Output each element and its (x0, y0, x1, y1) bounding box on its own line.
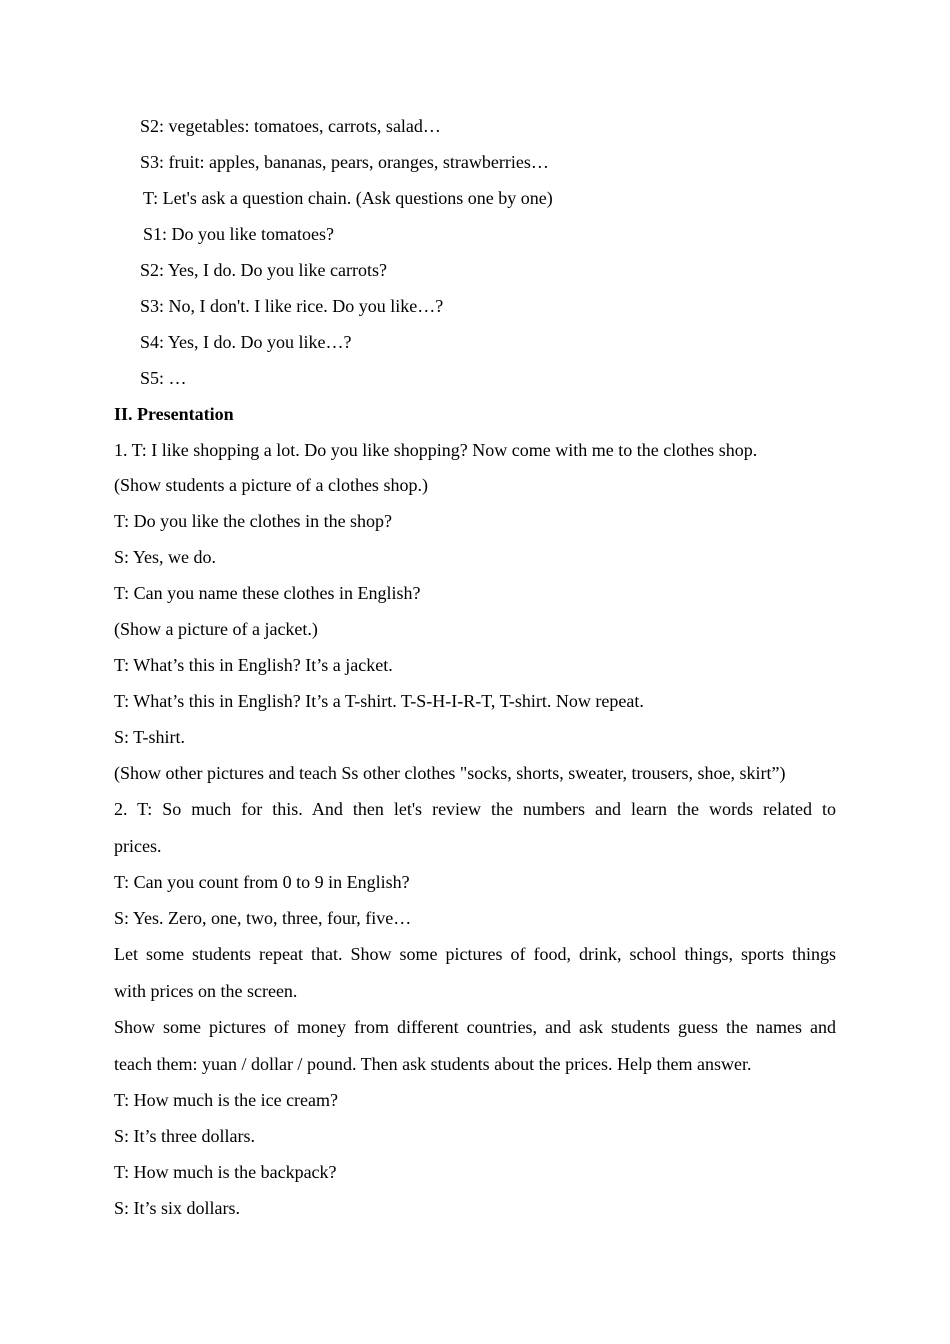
dialogue-line-t-question-chain: T: Let's ask a question chain. (Ask questions one by one) (143, 188, 553, 208)
dialogue-line-s4: S4: Yes, I do. Do you like…? (140, 332, 352, 352)
paragraph-line: T: How much is the backpack? (114, 1162, 337, 1182)
paragraph-line: T: Can you count from 0 to 9 in English? (114, 872, 410, 892)
dialogue-line-s2-vegetables: S2: vegetables: tomatoes, carrots, salad… (140, 116, 441, 136)
dialogue-line-s3-fruit: S3: fruit: apples, bananas, pears, oranges, strawberries… (140, 152, 549, 172)
paragraph-line: T: How much is the ice cream? (114, 1090, 339, 1110)
paragraph-line: teach them: yuan / dollar / pound. Then ask students about the prices. Help them answer. (114, 1054, 752, 1074)
paragraph-line: Let some students repeat that. Show some pictures of food, drink, school things, sports things (114, 944, 836, 964)
dialogue-line-s3: S3: No, I don't. I like rice. Do you like…? (140, 296, 444, 316)
paragraph-line: prices. (114, 836, 162, 856)
paragraph-line: (Show other pictures and teach Ss other clothes "socks, shorts, sweater, trousers, shoe, skirt”) (114, 763, 786, 783)
paragraph-line: T: What’s this in English? It’s a jacket. (114, 655, 393, 675)
dialogue-line-s5: S5: … (140, 368, 187, 388)
dialogue-line-s2: S2: Yes, I do. Do you like carrots? (140, 260, 387, 280)
paragraph-line: (Show a picture of a jacket.) (114, 619, 318, 639)
paragraph-line: Show some pictures of money from different countries, and ask students guess the names and (114, 1017, 836, 1037)
paragraph-line: S: It’s three dollars. (114, 1126, 255, 1146)
dialogue-line-s1: S1: Do you like tomatoes? (143, 224, 334, 244)
paragraph-line: S: T-shirt. (114, 727, 186, 747)
paragraph-line: S: It’s six dollars. (114, 1198, 241, 1218)
paragraph-line: T: What’s this in English? It’s a T-shirt. T-S-H-I-R-T, T-shirt. Now repeat. (114, 691, 644, 711)
paragraph-line: with prices on the screen. (114, 981, 298, 1001)
paragraph-line: (Show students a picture of a clothes shop.) (114, 475, 428, 495)
paragraph-line: S: Yes. Zero, one, two, three, four, five… (114, 908, 412, 928)
paragraph-line: 2. T: So much for this. And then let's review the numbers and learn the words related to (114, 799, 836, 819)
paragraph-line: S: Yes, we do. (114, 547, 217, 567)
paragraph-line: T: Do you like the clothes in the shop? (114, 511, 393, 531)
paragraph-line: 1. T: I like shopping a lot. Do you like shopping? Now come with me to the clothes shop. (114, 440, 758, 460)
paragraph-line: T: Can you name these clothes in English? (114, 583, 421, 603)
section-heading-presentation: II. Presentation (114, 404, 234, 424)
